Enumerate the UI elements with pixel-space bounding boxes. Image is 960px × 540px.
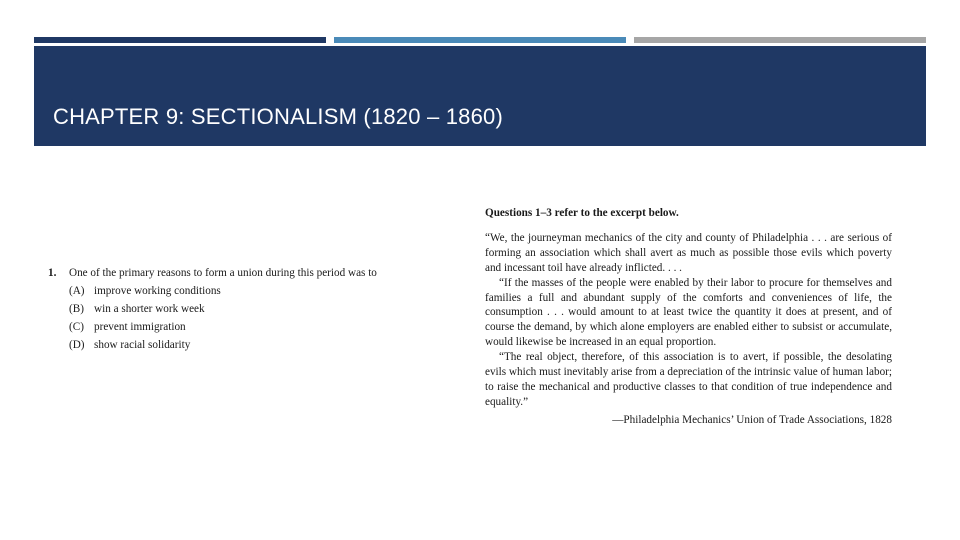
title-banner bbox=[34, 46, 926, 146]
choice-text: improve working conditions bbox=[94, 285, 221, 297]
slide-title: CHAPTER 9: SECTIONALISM (1820 – 1860) bbox=[53, 104, 504, 129]
question-block bbox=[48, 264, 428, 354]
answer-choices bbox=[69, 282, 428, 354]
choice-text: prevent immigration bbox=[94, 321, 186, 333]
excerpt-block bbox=[485, 206, 892, 428]
accent-bar-navy bbox=[34, 37, 326, 43]
excerpt-body bbox=[485, 231, 892, 410]
choice-letter: (C) bbox=[69, 321, 84, 333]
excerpt-paragraph: “We, the journeyman mechanics of the city and county of Philadelphia . . . are serious of forming an association which shall avert as much as possible those evils which poverty and incessant toil have already inflicted. . . . bbox=[485, 231, 892, 274]
excerpt-heading: Questions 1–3 refer to the excerpt below. bbox=[485, 207, 679, 219]
excerpt-paragraph: “If the masses of the people were enabled by their labor to procure for themselves and families a full and abundant supply of the comforts and conveniences of life, the consumption . . . would amount to at least twice the quantity it does at present, and of course the demand, by which alone employers are enabled either to subsist or accumulate, would likewise be increased in an equal proportion. bbox=[485, 276, 892, 349]
question-number: 1. bbox=[48, 267, 57, 279]
choice-letter: (A) bbox=[69, 285, 85, 297]
choice-text: show racial solidarity bbox=[94, 339, 191, 351]
question-stem bbox=[48, 264, 428, 282]
choice-letter: (D) bbox=[69, 339, 85, 351]
answer-choice-b bbox=[69, 300, 428, 318]
excerpt-paragraph: “The real object, therefore, of this association is to avert, if possible, the desolating evils which must inevitably arise from a depreciation of the intrinsic value of human labor; to raise the mechanical and productive classes to that condition of true independence and equality.” bbox=[485, 351, 892, 408]
choice-letter: (B) bbox=[69, 303, 84, 315]
question-text: One of the primary reasons to form a union during this period was to bbox=[69, 267, 377, 279]
excerpt-attribution: —Philadelphia Mechanics’ Union of Trade Associations, 1828 bbox=[612, 413, 892, 426]
accent-bar-blue bbox=[334, 37, 626, 43]
answer-choice-c bbox=[69, 318, 428, 336]
answer-choice-a bbox=[69, 282, 428, 300]
answer-choice-d bbox=[69, 336, 428, 354]
accent-bar-gray bbox=[634, 37, 926, 43]
choice-text: win a shorter work week bbox=[94, 303, 205, 315]
